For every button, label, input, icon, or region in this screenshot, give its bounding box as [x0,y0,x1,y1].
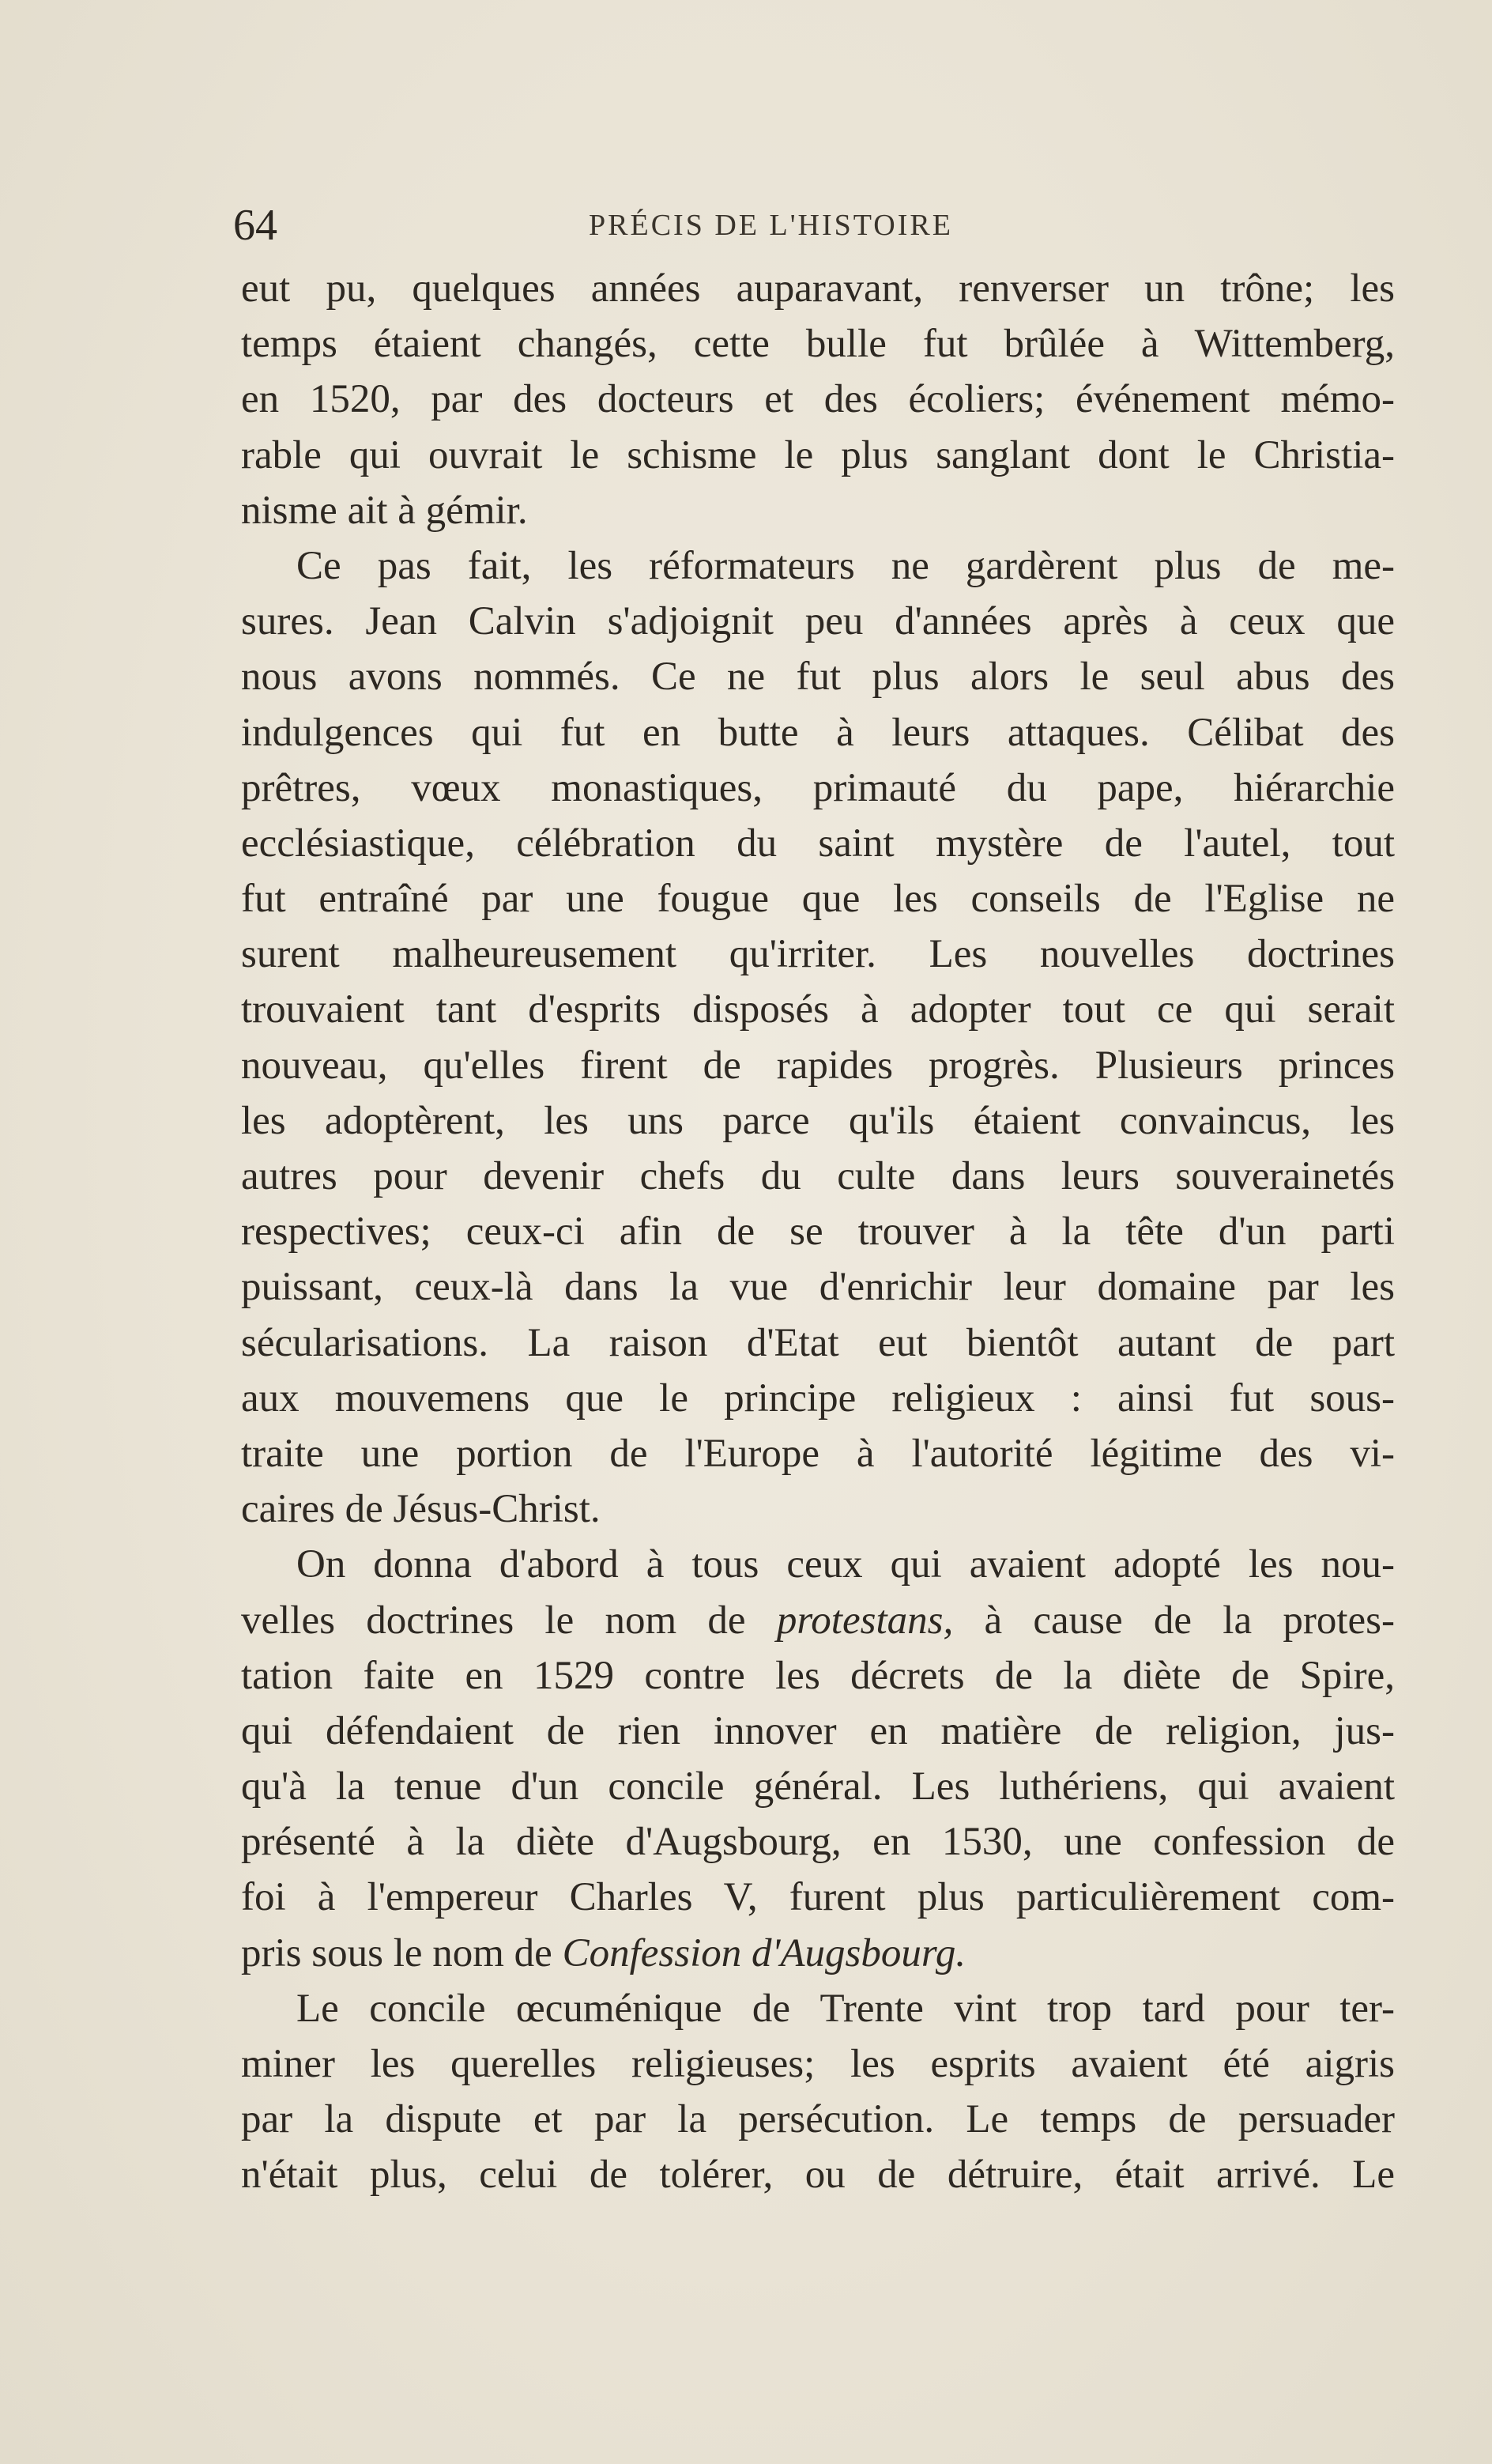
text-line-with-italic [241,1593,1395,1648]
text-line: eut pu, quelques années auparavant, renverser un trône; les [241,266,1395,311]
text-line: trouvaient tant d'esprits disposés à adopter tout ce qui serait [241,987,1395,1032]
text-segment: pris sous le nom de [241,1930,552,1975]
text-line: nouveau, qu'elles firent de rapides progrès. Plusieurs princes [241,1043,1395,1088]
text-line: caires de Jésus-Christ. [241,1487,601,1532]
text-line: n'était plus, celui de tolérer, ou de détruire, était arrivé. Le [241,2153,1395,2198]
text-line: fut entraîné par une fougue que les conseils de l'Eglise ne [241,877,1395,922]
text-line: qui défendaient de rien innover en matière de religion, jus- [241,1708,1395,1753]
text-line: miner les querelles religieuses; les esprits avaient été aigris [241,2042,1395,2086]
text-line: On donna d'abord à tous ceux qui avaient adopté les nou- [296,1542,1395,1587]
text-line: respectives; ceux-ci afin de se trouver à la tête d'un parti [241,1209,1395,1255]
text-segment: à cause de la protes- [984,1598,1395,1643]
text-line: Le concile œcuménique de Trente vint trop tard pour ter- [296,1986,1395,2031]
text-line: ecclésiastique, célébration du saint mystère de l'autel, tout [241,821,1395,866]
text-line: nisme ait à gémir. [241,488,528,533]
text-line: présenté à la diète d'Augsbourg, en 1530, une confession de [241,1820,1395,1865]
text-segment: velles doctrines le nom de [241,1598,746,1643]
text-line: en 1520, par des docteurs et des écoliers; événement mémo- [241,377,1395,422]
italic-term-confession: Confession d'Augsbourg. [562,1930,966,1975]
text-line: nous avons nommés. Ce ne fut plus alors le seul abus des [241,655,1395,700]
text-line: indulgences qui fut en butte à leurs attaques. Célibat des [241,710,1395,755]
text-line: les adoptèrent, les uns parce qu'ils étaient convaincus, les [241,1098,1395,1143]
text-line: surent malheureusement qu'irriter. Les nouvelles doctrines [241,932,1395,977]
italic-term-protestans: protestans, [776,1598,954,1643]
text-line: qu'à la tenue d'un concile général. Les luthériens, qui avaient [241,1764,1395,1809]
text-line: sures. Jean Calvin s'adjoignit peu d'années après à ceux que [241,599,1395,644]
text-line: autres pour devenir chefs du culte dans leurs souverainetés [241,1154,1395,1198]
body-text [241,261,1395,2203]
running-head: PRÉCIS DE L'HISTOIRE [589,209,953,242]
text-line: tation faite en 1529 contre les décrets de la diète de Spire, [241,1653,1395,1698]
text-line: traite une portion de l'Europe à l'autorité légitime des vi- [241,1431,1395,1476]
text-line: prêtres, vœux monastiques, primauté du pape, hiérarchie [241,765,1395,810]
text-line: Ce pas fait, les réformateurs ne gardèrent plus de me- [296,543,1395,588]
text-line: sécularisations. La raison d'Etat eut bientôt autant de part [241,1320,1395,1365]
page-number: 64 [233,201,277,250]
text-line: rable qui ouvrait le schisme le plus sanglant dont le Christia- [241,432,1395,477]
text-line-with-italic [241,1926,1395,1981]
text-line: par la dispute et par la persécution. Le temps de persuader [241,2097,1395,2142]
text-line: puissant, ceux-là dans la vue d'enrichir leur domaine par les [241,1265,1395,1310]
page-header [233,198,1023,253]
text-line: temps étaient changés, cette bulle fut brûlée à Wittemberg, [241,322,1395,367]
text-line: aux mouvemens que le principe religieux : ainsi fut sous- [241,1375,1395,1421]
text-line: foi à l'empereur Charles V, furent plus particulièrement com- [241,1875,1395,1920]
